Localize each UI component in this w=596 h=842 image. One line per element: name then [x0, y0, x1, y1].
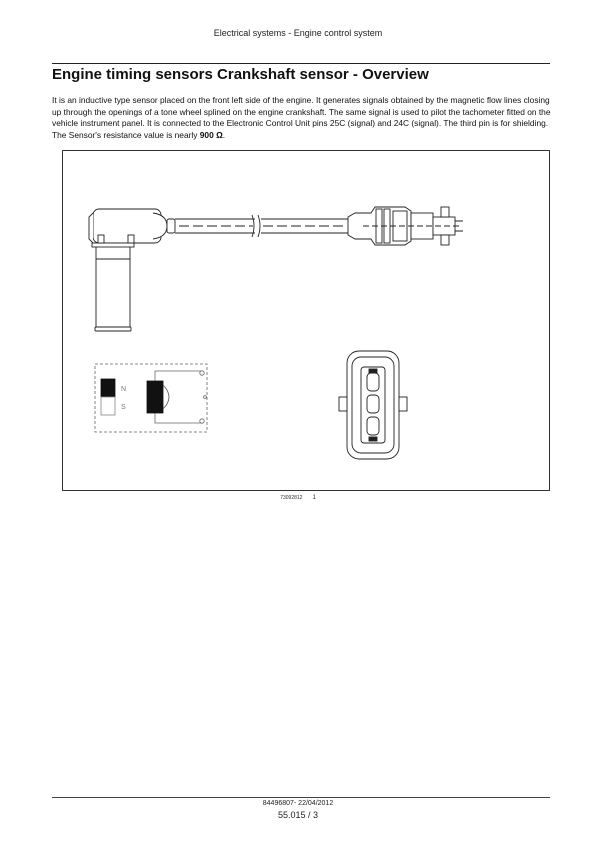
running-header: Electrical systems - Engine control system [213, 28, 383, 38]
sensor-body-drawing [89, 209, 175, 331]
page-number: 55.015 / 3 [277, 810, 319, 820]
intro-end: . [222, 129, 226, 140]
magnet-south-label: S [121, 404, 126, 411]
resistance-value: 900 Ω [199, 129, 223, 140]
connector-face-drawing [339, 351, 407, 459]
title-rule [52, 63, 550, 64]
cable-drawing [175, 215, 348, 237]
schematic-drawing [95, 364, 207, 432]
connector-plug-drawing [348, 207, 463, 245]
intro-paragraph [52, 95, 552, 141]
magnet-north-label: N [121, 386, 127, 393]
figure-caption [0, 495, 596, 501]
figure-code: 73092812 [280, 495, 303, 501]
figure-number: 1 [312, 495, 316, 501]
document-id: 84496807- 22/04/2012 [262, 800, 334, 807]
section-title: Engine timing sensors Crankshaft sensor - Overview [52, 66, 429, 83]
footer-rule [52, 797, 550, 798]
sensor-illustration [63, 151, 551, 492]
intro-text: It is an inductive type sensor placed on the front left side of the engine. It generates signals obtained by the magnetic flow lines closing up through the openings of a tone wheel splined on the engine crankshaft. The same signal is used to pilot the tachometer fitted on the vehicle instrument panel. It is connected to the Electronic Control Unit pins 25C (signal) and 24C (signal). The third pin is for shielding. The Sensor's resistance value is nearly [52, 95, 551, 140]
sensor-figure [62, 150, 550, 491]
